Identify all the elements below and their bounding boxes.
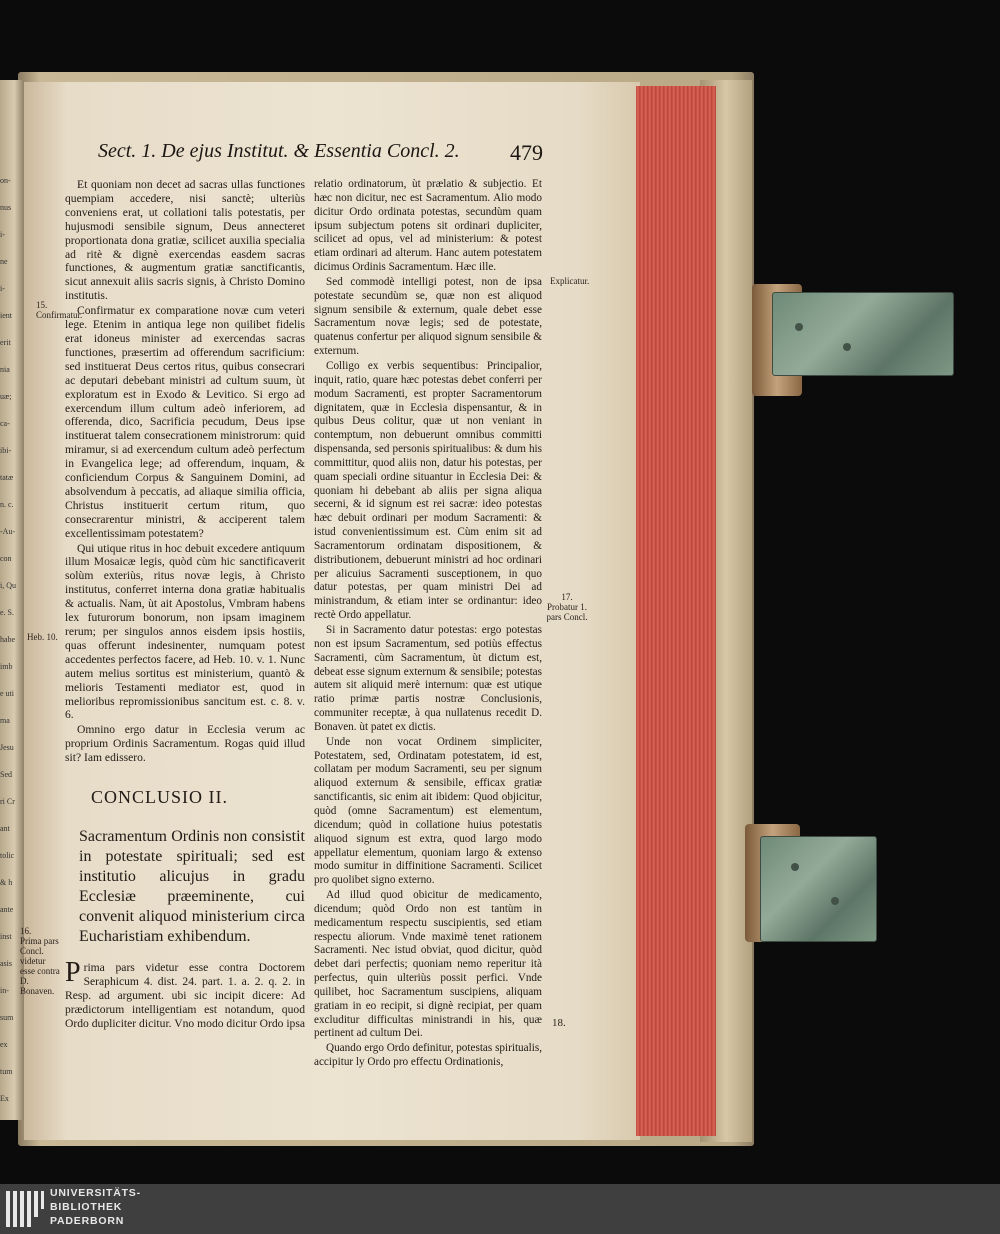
paragraph: Et quoniam non decet ad sacras ullas functiones quempiam accedere, nisi sanctè; ulteriùs conveniens erat, ut collationi talis potestatis, per hujusmodi sensibile signum, Deus annecteret proportionata dona gratiæ, scilicet auxilia specialia ad ritè & dignè exercendas easdem sacras functiones, & augmentum gratiæ sanctificantis, sicut annexuit aliis sacris signis, à Christo Domino institutis.	[65, 178, 305, 303]
margin-note-explicatur: Explicatur.	[550, 276, 590, 286]
left-page-text-fragment: ex	[0, 1040, 8, 1049]
margin-note-15	[36, 300, 83, 320]
paragraph: Confirmatur ex comparatione novæ cum veteri lege. Etenim in antiqua lege non quilibet fidelis erat idoneus minister ad exercendas sacras functiones, præsertim ad offerendum sacrificium: sed instituerat Deus certos ritus, quibus consecrari ac deputari debebant ministri ad cultum suum, ùt exploratum est in Exodo & Levitico. Si ergo ad exercendum illum cultum adeò inferiorem, ad offerenda, dico, Sacrificia pecudum, Deus ipse instituerat talem consecrationem ministrorum: quid miramur, si ad exercendum cultum adeò perfectum in Evangelica lege; ad offerendum, inquam, & conficiendum Corpus & Sanguinem Domini, ad absolvendum à peccatis, ad aliaque similia officia, Christus instituerit certum ritum, quo consecrarentur ministri, & acciperent talem excellentissimam potestatem?	[65, 304, 305, 540]
left-page-text-fragment: uæ;	[0, 392, 12, 401]
margin-note-number: 17.	[561, 592, 573, 602]
left-page-text-fragment: e uti	[0, 689, 14, 698]
paragraph: Quando ergo Ordo definitur, potestas spiritualis, accipitur ly Ordo pro effectu Ordinationis,	[314, 1042, 542, 1069]
running-head: Sect. 1. De ejus Institut. & Essentia Concl. 2.	[98, 140, 460, 162]
library-name-line1: UNIVERSITÄTS-	[50, 1187, 141, 1199]
margin-note-17	[546, 592, 588, 622]
paragraph-text: rima pars videtur esse contra Doctorem Seraphicum 4. dist. 24. part. 1. a. 2. q. 2. in Resp. ad argument. ubi sic incipit dicere: Ad prædictorum intelligentiam est notandum, quod Ordo dupliciter dicitur. Vno modo dicitur Ordo ipsa	[65, 960, 305, 1030]
left-page-text-fragment: nia	[0, 365, 10, 374]
paragraph: Sed commodè intelligi potest, non de ipsa potestate secundùm se, quæ non est aliquod signum sensibile & externum, quale debet esse Sacramentum novæ legis; sed de potestate, quatenus confertur per aliquod signum sensibile & externum.	[314, 275, 542, 358]
library-name-line3: PADERBORN	[50, 1215, 125, 1227]
right-text-column	[314, 178, 542, 1071]
paragraph	[65, 956, 305, 1031]
margin-note-number: 15.	[36, 300, 48, 310]
left-text-column	[65, 178, 305, 1032]
left-page-text-fragment: tatæ	[0, 473, 14, 482]
left-page-text-fragment: erit	[0, 338, 11, 347]
library-logo-icon	[6, 1191, 44, 1227]
margin-note-text: Probatur 1. pars Concl.	[546, 602, 588, 622]
left-page-text-fragment: ne	[0, 257, 8, 266]
left-page-text-fragment: & h	[0, 878, 13, 887]
clasp-rivet	[791, 863, 799, 871]
left-page-text-fragment: n. c.	[0, 500, 14, 509]
left-page-text-fragment: asis	[0, 959, 12, 968]
left-page-text-fragment: i-	[0, 230, 5, 239]
library-name-line2: BIBLIOTHEK	[50, 1201, 123, 1213]
page-number: 479	[510, 140, 543, 165]
left-page-text-fragment: -Au-	[0, 527, 16, 536]
conclusio-statement: Sacramentum Ordinis non consistit in potestate spirituali; sed est institutio alicujus in gradu Ecclesiæ præeminente, cui convenit aliquod ministerium circa Eucharistiam exhibendum.	[79, 827, 305, 945]
margin-note-18: 18.	[552, 1017, 566, 1029]
clasp-rivet	[831, 897, 839, 905]
left-page-text-fragment: Ex	[0, 1094, 9, 1103]
clasp-rivet	[795, 323, 803, 331]
paragraph: Unde non vocat Ordinem simpliciter, Potestatem, sed, Ordinatam potestatem, id est, collatam per modum Sacramenti, seu per signum aliquod externum & sensibile, efficax gratiæ sanctificantis, sic enim ait ibidem: Quod objicitur, quòd (omne Sacramentum) est elementum, dicendum; quòd in collatione huius potestatis aliquod signum est extra, quod largo modo appellatur elementum, quoniam largo & extenso modo sumitur in diffinitione Sacramenti. Scilicet pro quolibet signo externo.	[314, 735, 542, 887]
paragraph: relatio ordinatorum, ùt prælatio & subjectio. Et hæc non dicitur, nec est Sacramentum. Alio modo dicitur Ordo ordinata potestas, secundùm quam ipsum subjectum potens sit ordinari dupliciter, scilicet ad opus, vel ad ministerium: & potest etiam ordinari ad alterum. Hanc autem potestatem dicimus Ordinis Sacramentum. Hæc ille.	[314, 178, 542, 274]
left-page-text-fragment: con	[0, 554, 12, 563]
upper-clasp	[772, 292, 954, 376]
paragraph: Omnino ergo datur in Ecclesia verum ac proprium Ordinis Sacramentum. Rogas quid illud sit? Iam edissero.	[65, 723, 305, 765]
lower-clasp	[760, 836, 877, 942]
left-page-text-fragment: sum	[0, 1013, 14, 1022]
left-page-text-fragment: ca-	[0, 419, 10, 428]
left-page-text-fragment: Sed	[0, 770, 12, 779]
paragraph: Colligo ex verbis sequentibus: Principalior, inquit, ratio, quare hæc potestas debet conferri per modum Sacramenti, est propter Sacramentorum dignitatem, quæ in Ecclesia dispensantur, & in quibus Deus colitur, quæ ut non veniant in contemptum, non debuerunt omnibus committi dispensanda, sed personis spiritualibus: & dum his committitur, quod aliis non, datur his potestas, per quam speciali ordine situantur in Ecclesia Dei: & quoniam hi debebant ab aliis per signa aliqua secerni, & id signum est rei sacræ: ideo potestas hæc debuit ordinari per modum Sacramenti: & istud convenientissimum est. Cùm enim sit ad Sacramentorum ordinatam dispositionem, & distributionem, debuerunt ministri ad hoc ordinari per alicuius Sacramenti susceptionem, in quo datur potestas, per quam ministri Dei ad ministrandum, & etiam inter se ordinantur: ideo rectè Ordo appellatur.	[314, 359, 542, 622]
left-page-text-fragment: ante	[0, 905, 14, 914]
left-page-text-fragment: nus	[0, 203, 12, 212]
left-page-text-fragment: ient	[0, 311, 12, 320]
left-page-text-fragment: i-	[0, 284, 5, 293]
paragraph: Ad illud quod obicitur de medicamento, dicendum; quòd Ordo non est tantùm in medicamentum respectu suscipientis, sed etiam respectu aliorum. Vnde maximè tenet rationem Sacramenti. Nec istud obviat, quod dicitur, quòd debet dari perfectis; quoniam nemo reperitur ità perfectus, quin ulteriùs possit perfici. Vnde quilibet, hoc Sacramentum suscipiens, aliquam gratiam in eo recipit, si dignè recipiat, per quam excluditur difficultas ministrandi in his, quæ pertinent ad cultum Dei.	[314, 889, 542, 1040]
left-page-text-fragment: ma	[0, 716, 10, 725]
left-page-text-fragment: on-	[0, 176, 11, 185]
drop-cap: P	[65, 956, 81, 988]
left-page-text-fragment: tolic	[0, 851, 15, 860]
margin-note-text: Prima pars Concl. videtur esse contra D. Bonaven.	[20, 936, 60, 996]
margin-note-number: 16.	[20, 926, 32, 936]
left-page-text-fragment: in-	[0, 986, 9, 995]
conclusio-heading: CONCLUSIO II.	[91, 787, 228, 808]
margin-note-text: Confirmatur.	[36, 310, 83, 320]
left-page-text-fragment: ant	[0, 824, 10, 833]
clasp-rivet	[843, 343, 851, 351]
paragraph: Qui utique ritus in hoc debuit excedere antiquum illum Mosaicæ legis, quòd cùm hic sanctificaverit solùm exteriùs, ritus novæ legis, à Christo institutus, conferret interna dona gratiæ habitualis & actualis. Nam, ùt ait Apostolus, Vmbram habens lex futurorum bonorum, non ipsam imaginem rerum; per singulos annos eisdem ipsis hostiis, quas offerunt indesinenter, numquam potest accedentes perfectos facere, ad Heb. 10. v. 1. Nunc autem melius sortitus est ministerium, quantò & melioris Testamenti mediator est, quod in melioribus repromissionibus sancitum est. c. 8. v. 6.	[65, 541, 305, 722]
left-page-text-fragment: habe	[0, 635, 16, 644]
red-page-edges	[636, 86, 716, 1136]
left-page-text-fragment: Jesu	[0, 743, 14, 752]
margin-note-heb: Heb. 10.	[27, 632, 58, 642]
left-page-text-fragment: imb	[0, 662, 13, 671]
library-footer	[0, 1184, 1000, 1234]
left-page-text-fragment: ibi-	[0, 446, 12, 455]
left-page-text-fragment: e. S.	[0, 608, 14, 617]
left-page-text-fragment: ri Cr	[0, 797, 15, 806]
left-page-text-fragment: i, Qu	[0, 581, 16, 590]
margin-note-16	[20, 926, 62, 996]
left-page-text-fragment: tum	[0, 1067, 13, 1076]
left-page-text-fragment: inst	[0, 932, 12, 941]
paragraph: Si in Sacramento datur potestas: ergo potestas non est ipsum Sacramentum, sed potiùs effectus Sacramenti, cùm Sacramentum, ùt dictum est, debeat esse signum externum & sensibile; potestas autem sit aliquid merè internum: quæ est utique ratio primæ partis nostræ Conclusionis, communiter receptæ, à qua nullatenus recedit D. Bonaven. ùt patet ex dictis.	[314, 624, 542, 733]
